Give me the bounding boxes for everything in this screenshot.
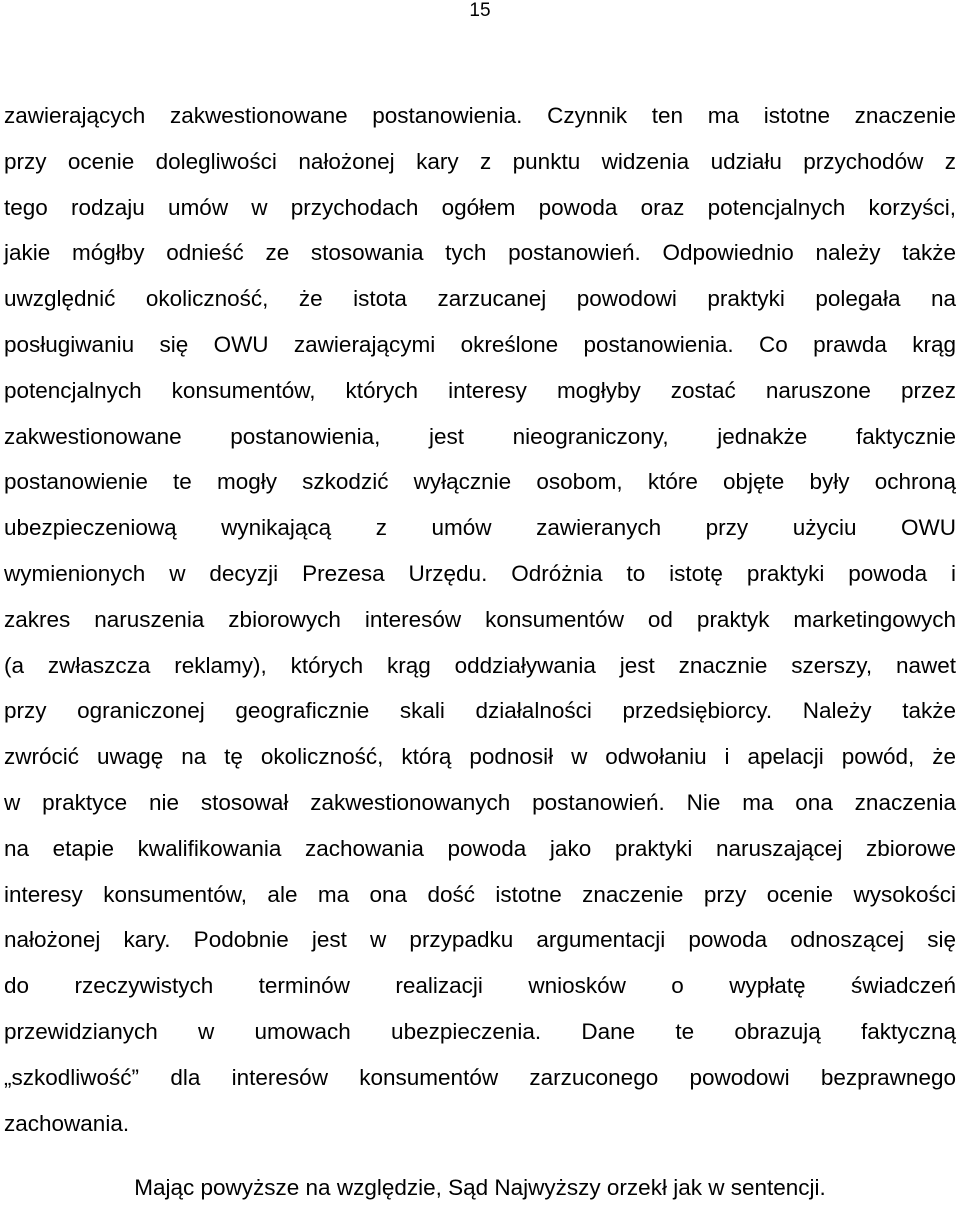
paragraph-line: tego rodzaju umów w przychodach ogółem powoda oraz potencjalnych korzyści, [4, 194, 956, 220]
paragraph-line: na etapie kwalifikowania zachowania powoda jako praktyki naruszającej zbiorowe [4, 835, 956, 861]
paragraph-line: interesy konsumentów, ale ma ona dość istotne znaczenie przy ocenie wysokości [4, 881, 956, 907]
paragraph-line: zakwestionowane postanowienia, jest nieograniczony, jednakże faktycznie [4, 423, 956, 449]
paragraph-line: przewidzianych w umowach ubezpieczenia. Dane te obrazują faktyczną [4, 1018, 956, 1044]
paragraph-line: wymienionych w decyzji Prezesa Urzędu. Odróżnia to istotę praktyki powoda i [4, 560, 956, 586]
paragraph-line: nałożonej kary. Podobnie jest w przypadku argumentacji powoda odnoszącej się [4, 927, 956, 953]
paragraph-line: w praktyce nie stosował zakwestionowanych postanowień. Nie ma ona znaczenia [4, 789, 956, 815]
paragraph-line: zawierających zakwestionowane postanowienia. Czynnik ten ma istotne znaczenie [4, 103, 956, 128]
paragraph-line: potencjalnych konsumentów, których interesy mogłyby zostać naruszone przez [4, 377, 956, 403]
paragraph-line: uwzględnić okoliczność, że istota zarzucanej powodowi praktyki polegała na [4, 286, 956, 312]
paragraph-line: „szkodliwość” dla interesów konsumentów zarzuconego powodowi bezprawnego [4, 1064, 956, 1090]
paragraph-line: przy ograniczonej geograficznie skali działalności przedsiębiorcy. Należy także [4, 698, 956, 724]
paragraph-line: postanowienie te mogły szkodzić wyłącznie osobom, które objęte były ochroną [4, 469, 956, 495]
page-number: 15 [469, 0, 491, 21]
paragraph-line: zakres naruszenia zbiorowych interesów konsumentów od praktyk marketingowych [4, 606, 956, 632]
body-paragraph [4, 93, 956, 1146]
paragraph-line: przy ocenie dolegliwości nałożonej kary z punktu widzenia udziału przychodów z [4, 148, 956, 174]
paragraph-line: (a zwłaszcza reklamy), których krąg oddziaływania jest znacznie szerszy, nawet [4, 652, 956, 678]
paragraph-line: posługiwaniu się OWU zawierającymi określone postanowienia. Co prawda krąg [4, 331, 956, 357]
paragraph-line: ubezpieczeniową wynikającą z umów zawieranych przy użyciu OWU [4, 515, 956, 541]
paragraph-line: zachowania. [4, 1110, 130, 1136]
paragraph-line: zwrócić uwagę na tę okoliczność, którą podnosił w odwołaniu i apelacji powód, że [4, 744, 956, 770]
closing-sentence: Mając powyższe na względzie, Sąd Najwyższy orzekł jak w sentencji. [134, 1175, 826, 1200]
paragraph-line: jakie mógłby odnieść ze stosowania tych postanowień. Odpowiednio należy także [4, 240, 956, 266]
paragraph-line: do rzeczywistych terminów realizacji wniosków o wypłatę świadczeń [4, 973, 956, 999]
